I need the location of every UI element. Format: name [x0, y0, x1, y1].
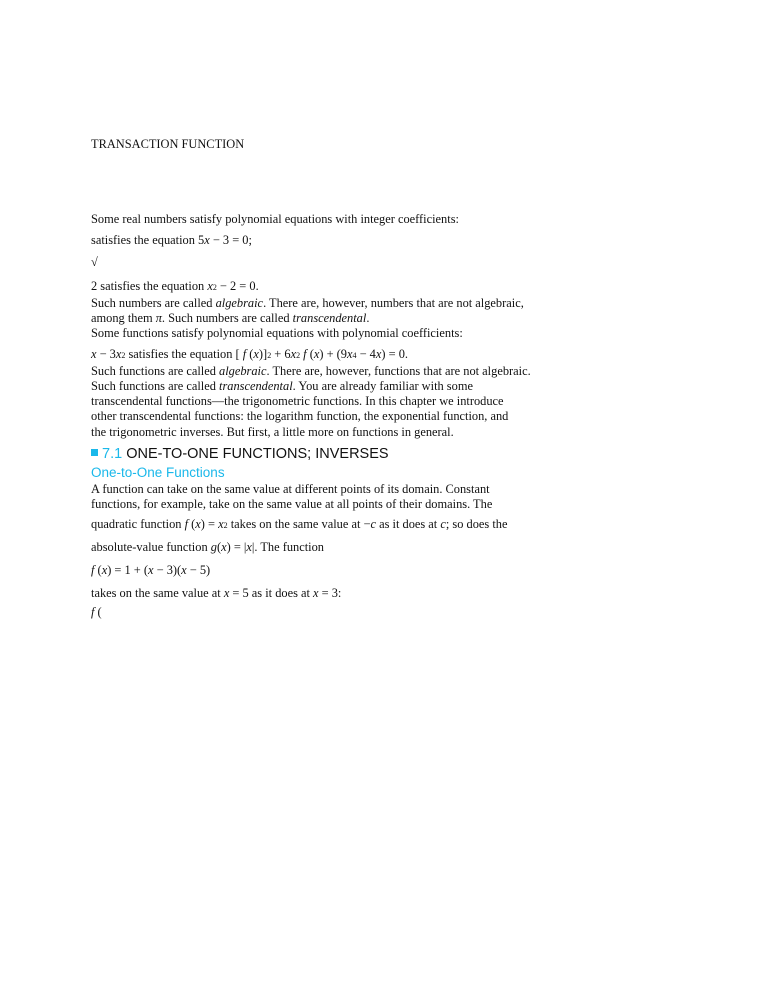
- text-line: 2 satisfies the equation x2 − 2 = 0.: [91, 279, 259, 293]
- text-line: transcendental functions—the trigonometric functions. In this chapter we introduce: [91, 394, 504, 408]
- text-line: takes on the same value at x = 5 as it does at x = 3:: [91, 586, 342, 600]
- page-title: TRANSACTION FUNCTION: [91, 137, 245, 151]
- section-number: 7.1: [102, 446, 123, 462]
- text-line: absolute-value function g(x) = |x|. The function: [91, 540, 324, 554]
- text-line: Some real numbers satisfy polynomial equations with integer coefficients:: [91, 212, 459, 226]
- section-bullet-icon: [91, 449, 98, 456]
- text-line: other transcendental functions: the logarithm function, the exponential function, and: [91, 409, 509, 423]
- text-line: satisfies the equation 5x − 3 = 0;: [91, 233, 252, 247]
- section-title: ONE-TO-ONE FUNCTIONS; INVERSES: [122, 446, 389, 462]
- sqrt-symbol: √: [91, 255, 98, 269]
- text-line: Such numbers are called algebraic. There are, however, numbers that are not algebraic,: [91, 296, 524, 310]
- text-line: functions, for example, take on the same value at all points of their domains. The: [91, 497, 493, 511]
- text-line: Some functions satisfy polynomial equations with polynomial coefficients:: [91, 326, 463, 340]
- text-line: A function can take on the same value at different points of its domain. Constant: [91, 482, 490, 496]
- subsection-heading: One-to-One Functions: [91, 465, 225, 480]
- section-heading: [91, 446, 389, 462]
- text-line: quadratic function f (x) = x2 takes on the same value at −c as it does at c; so does the: [91, 517, 508, 531]
- equation-line: x − 3x2 satisfies the equation [ f (x)]2 + 6x2 f (x) + (9x4 − 4x) = 0.: [91, 347, 408, 361]
- text-line: Such functions are called transcendental. You are already familiar with some: [91, 379, 473, 393]
- text-line: among them π. Such numbers are called transcendental.: [91, 311, 370, 325]
- text-line: Such functions are called algebraic. There are, however, functions that are not algebraic.: [91, 364, 531, 378]
- text-line: the trigonometric inverses. But first, a little more on functions in general.: [91, 425, 454, 439]
- equation-line: f (x) = 1 + (x − 3)(x − 5): [91, 563, 211, 577]
- equation-line: f (: [91, 605, 102, 619]
